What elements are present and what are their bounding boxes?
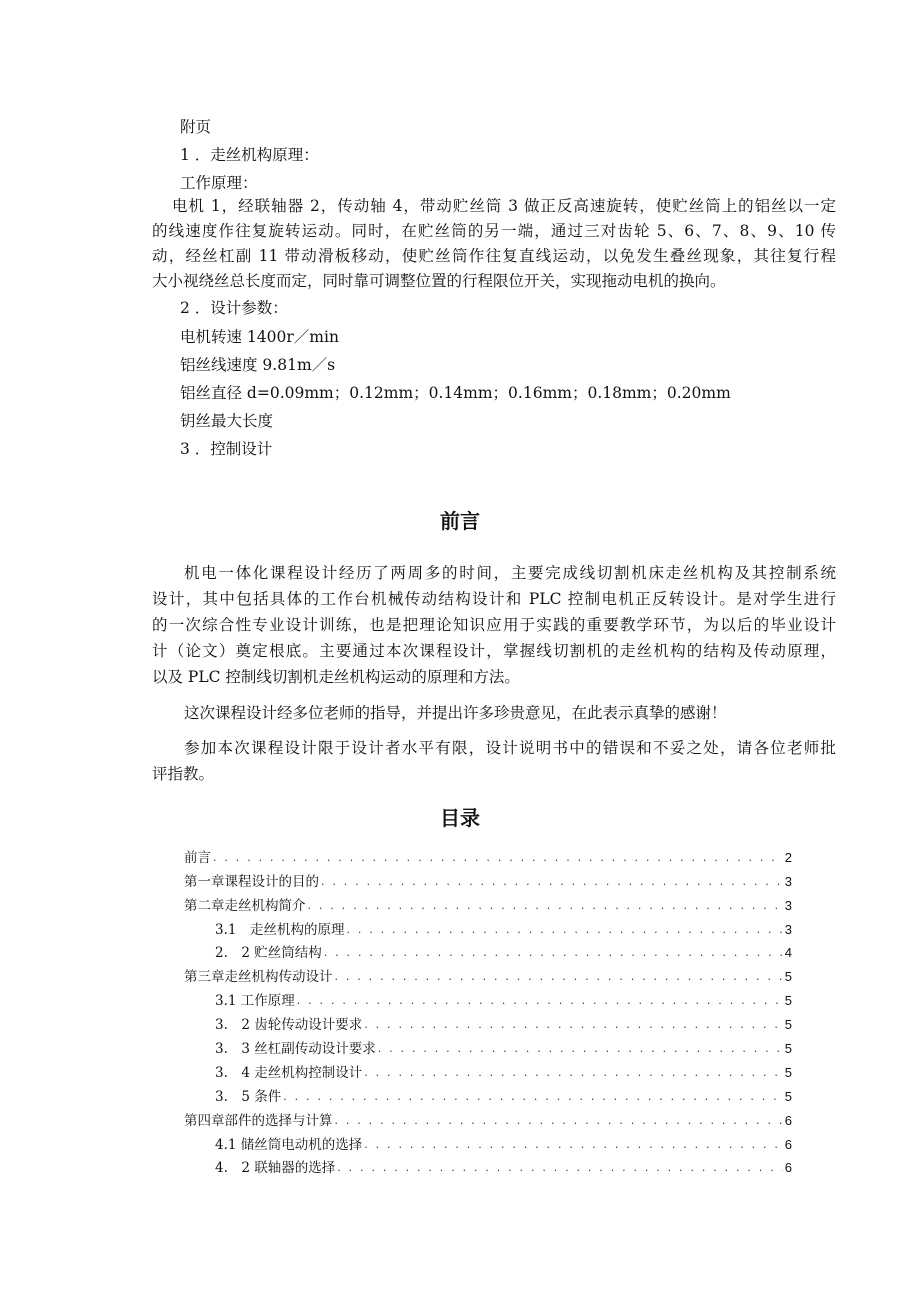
preface-line-2: 设计，其中包括具体的工作台机械传动结构设计和 PLC 控制电机正反转设计。是对学生进行	[152, 590, 836, 608]
toc-entry-text: 3. 4 走丝机构控制设计	[215, 1064, 363, 1081]
toc-entry[interactable]	[184, 963, 792, 987]
preface-closing-line-2: 评指教。	[152, 765, 215, 783]
toc-leader	[335, 967, 783, 987]
toc-entry-text: 2. 2 贮丝筒结构	[215, 945, 322, 962]
toc-entry-page: 5	[784, 1064, 792, 1080]
toc-entry-page: 6	[784, 1136, 792, 1152]
principle-line-4: 大小视绕丝总长度而定，同时靠可调整位置的行程限位开关，实现拖动电机的换向。	[152, 272, 726, 290]
toc-list	[184, 844, 792, 1178]
toc-entry-text: 前言	[184, 849, 211, 866]
toc-leader	[213, 848, 783, 868]
preface-closing-line-1: 参加本次课程设计限于设计者水平有限，设计说明书中的错误和不妥之处，请各位老师批	[184, 739, 836, 757]
toc-entry-page: 5	[784, 969, 792, 985]
preface-line-4: 计（论文）奠定根底。主要通过本次课程设计，掌握线切割机的走丝机构的结构及传动原理，	[152, 642, 836, 660]
toc-entry-page: 2	[784, 849, 792, 865]
appendix-title: 附页	[180, 118, 212, 136]
param-wire-max-length: 钥丝最大长度	[180, 412, 274, 430]
toc-entry-text: 3. 3 丝杠副传动设计要求	[215, 1041, 376, 1058]
section-1-title: 1 ．走丝机构原理：	[180, 146, 319, 164]
toc-entry-text: 第一章课程设计的目的	[184, 873, 319, 890]
toc-entry-page: 3	[784, 873, 792, 889]
toc-entry[interactable]	[184, 1035, 792, 1059]
param-motor-speed: 电机转速 1400r／min	[180, 328, 339, 346]
toc-entry-text: 3.1 走丝机构的原理	[215, 921, 345, 938]
toc-leader	[364, 1015, 783, 1035]
section-3-title: 3 ．控制设计	[180, 440, 273, 458]
preface-thanks: 这次课程设计经多位老师的指导，并提出许多珍贵意见，在此表示真挚的感谢！	[184, 704, 727, 722]
toc-entry-text: 3. 2 齿轮传动设计要求	[215, 1017, 363, 1034]
section-2-title: 2 ．设计参数：	[180, 299, 288, 317]
toc-leader	[297, 991, 783, 1011]
principle-line-2: 的线速度作往复旋转运动。同时，在贮丝筒的另一端，通过三对齿轮 5、6、7、8、9、10 传	[152, 222, 836, 240]
toc-entry[interactable]	[184, 1011, 792, 1035]
toc-entry-page: 6	[784, 1160, 792, 1176]
param-wire-speed: 铝丝线速度 9.81m／s	[180, 356, 336, 374]
preface-line-5: 以及 PLC 控制线切割机走丝机构运动的原理和方法。	[152, 668, 520, 686]
toc-entry[interactable]	[184, 868, 792, 892]
principle-line-1: 电机 1，经联轴器 2，传动轴 4，带动贮丝筒 3 做正反高速旋转，使贮丝筒上的铝丝以一定	[172, 197, 836, 215]
toc-entry[interactable]	[184, 1059, 792, 1083]
param-wire-diameter: 铝丝直径 d=0.09mm；0.12mm；0.14mm；0.16mm；0.18mm；0.20mm	[180, 384, 731, 402]
toc-entry-page: 5	[784, 1088, 792, 1104]
toc-entry-text: 3. 5 条件	[215, 1088, 282, 1105]
toc-entry-text: 第四章部件的选择与计算	[184, 1112, 333, 1129]
toc-entry-page: 4	[784, 945, 792, 961]
toc-entry[interactable]	[184, 892, 792, 916]
toc-leader	[335, 1111, 783, 1131]
toc-leader	[364, 1063, 783, 1083]
toc-leader	[283, 1087, 783, 1107]
toc-leader	[337, 1158, 783, 1178]
toc-entry-page: 3	[784, 897, 792, 913]
toc-entry[interactable]	[184, 916, 792, 940]
toc-entry-page: 6	[784, 1112, 792, 1128]
toc-leader	[308, 896, 783, 916]
toc-entry-page: 5	[784, 993, 792, 1009]
toc-entry-text: 3.1 工作原理	[215, 993, 295, 1010]
toc-heading: 目录	[440, 806, 480, 830]
toc-entry[interactable]	[184, 844, 792, 868]
principle-line-3: 动，经丝杠副 11 带动滑板移动，使贮丝筒作往复直线运动，以免发生叠丝现象，其往复行程	[152, 247, 836, 265]
toc-leader	[364, 1135, 783, 1155]
toc-entry-page: 3	[784, 921, 792, 937]
preface-line-3: 的一次综合性专业设计训练，也是把理论知识应用于实践的重要教学环节，为以后的毕业设计	[152, 616, 836, 634]
toc-entry-text: 第三章走丝机构传动设计	[184, 969, 333, 986]
toc-entry-text: 4.1 储丝筒电动机的选择	[215, 1136, 363, 1153]
toc-entry[interactable]	[184, 1083, 792, 1107]
toc-entry[interactable]	[184, 940, 792, 964]
preface-line-1: 机电一体化课程设计经历了两周多的时间，主要完成线切割机床走丝机构及其控制系统	[184, 564, 836, 582]
preface-heading: 前言	[440, 509, 480, 533]
work-principle-label: 工作原理：	[180, 174, 258, 192]
toc-entry-page: 5	[784, 1041, 792, 1057]
toc-leader	[346, 920, 782, 940]
toc-entry[interactable]	[184, 1131, 792, 1155]
toc-entry[interactable]	[184, 1107, 792, 1131]
toc-entry-text: 第二章走丝机构简介	[184, 897, 306, 914]
toc-entry[interactable]	[184, 1155, 792, 1179]
toc-entry-text: 4. 2 联轴器的选择	[215, 1160, 336, 1177]
toc-leader	[324, 943, 783, 963]
toc-leader	[321, 872, 783, 892]
toc-entry-page: 5	[784, 1017, 792, 1033]
toc-entry[interactable]	[184, 987, 792, 1011]
toc-leader	[378, 1039, 783, 1059]
